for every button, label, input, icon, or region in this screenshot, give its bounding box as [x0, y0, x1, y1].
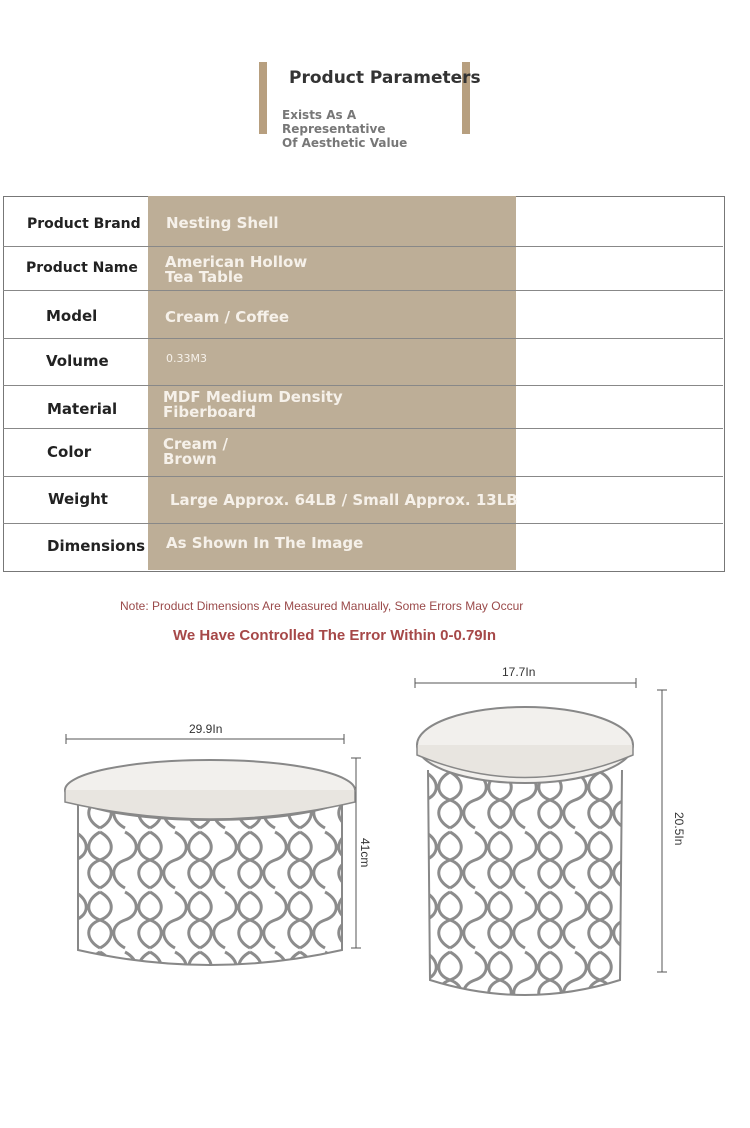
row-divider — [3, 338, 723, 339]
label-product-brand: Product Brand — [27, 216, 141, 232]
small-width-label: 17.7In — [502, 665, 536, 679]
value-material — [163, 390, 343, 420]
row-divider — [3, 246, 723, 247]
label-material: Material — [47, 400, 118, 418]
value-material-line-2: Fiberboard — [163, 403, 256, 421]
large-width-label: 29.9In — [189, 722, 223, 736]
value-product-brand: Nesting Shell — [166, 214, 279, 232]
tables-illustration — [0, 650, 750, 1020]
row-divider — [3, 523, 723, 524]
large-height-label: 41cm — [358, 838, 372, 868]
value-color-line-2: Brown — [163, 450, 217, 468]
value-product-name-line-2: Tea Table — [165, 268, 244, 286]
label-model: Model — [46, 307, 98, 325]
measurement-note: Note: Product Dimensions Are Measured Manually, Some Errors May Occur — [120, 599, 524, 613]
label-weight: Weight — [48, 490, 108, 508]
value-product-name — [165, 255, 307, 285]
row-divider — [3, 428, 723, 429]
value-weight: Large Approx. 64LB / Small Approx. 13LB — [170, 491, 518, 509]
value-dimensions: As Shown In The Image — [166, 534, 364, 552]
page-subtitle — [282, 108, 462, 150]
value-product-name-line-1: American Hollow — [165, 253, 308, 271]
subtitle-line-2: Of Aesthetic Value — [282, 136, 408, 150]
error-tolerance-note: We Have Controlled The Error Within 0-0.79In — [173, 627, 496, 644]
value-color — [163, 437, 228, 467]
subtitle-line-1: Exists As A Representative — [282, 108, 386, 136]
header-bar-left — [259, 62, 267, 134]
label-dimensions: Dimensions — [47, 537, 146, 555]
small-height-label: 20.5In — [672, 812, 686, 846]
label-color: Color — [47, 443, 92, 461]
page-title: Product Parameters — [289, 68, 481, 88]
row-divider — [3, 385, 723, 386]
small-table-drawing — [415, 678, 667, 1000]
row-divider — [3, 290, 723, 291]
value-volume: 0.33M3 — [166, 352, 207, 365]
value-color-line-1: Cream / — [163, 435, 229, 453]
value-material-line-1: MDF Medium Density — [163, 388, 343, 406]
row-divider — [3, 476, 723, 477]
value-model: Cream / Coffee — [165, 308, 290, 326]
large-table-drawing — [65, 734, 361, 970]
label-volume: Volume — [46, 352, 109, 370]
label-product-name: Product Name — [26, 260, 138, 276]
